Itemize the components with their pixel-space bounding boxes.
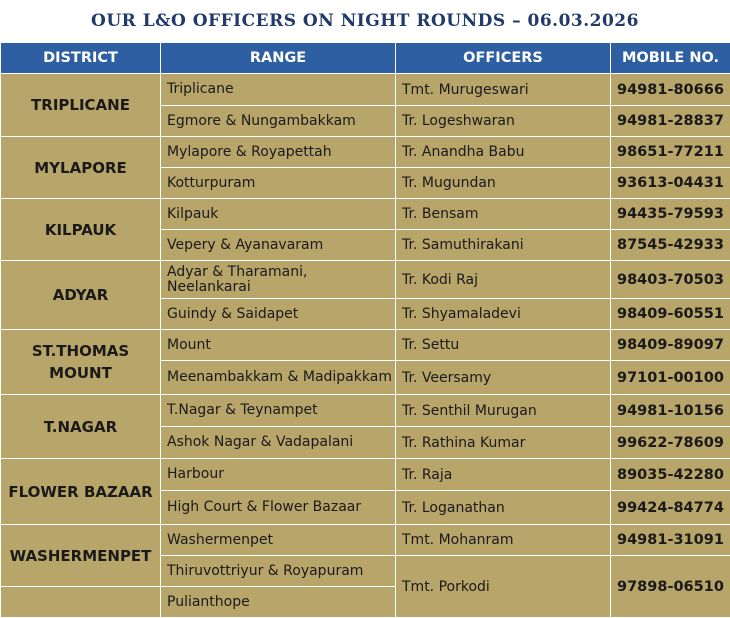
mobile-cell: 93613-04431: [611, 168, 730, 199]
mobile-cell: 94435-79593: [611, 199, 730, 230]
officer-cell: Tmt. Porkodi: [396, 556, 611, 618]
officer-cell: Tr. Senthil Murugan: [396, 395, 611, 427]
range-cell: Meenambakkam & Madipakkam: [161, 361, 396, 395]
range-cell: Mount: [161, 330, 396, 361]
district-cell: [1, 587, 161, 618]
header-mobile: MOBILE NO.: [611, 43, 730, 74]
range-cell: Vepery & Ayanavaram: [161, 230, 396, 261]
mobile-cell: 99622-78609: [611, 427, 730, 459]
officer-cell: Tr. Logeshwaran: [396, 106, 611, 137]
officer-cell: Tr. Samuthirakani: [396, 230, 611, 261]
officer-cell: Tr. Bensam: [396, 199, 611, 230]
range-cell: Triplicane: [161, 74, 396, 106]
mobile-cell: 94981-28837: [611, 106, 730, 137]
officer-cell: Tr. Anandha Babu: [396, 137, 611, 168]
table-row: [1, 137, 730, 168]
officer-cell: Tr. Rathina Kumar: [396, 427, 611, 459]
mobile-cell: 97898-06510: [611, 556, 730, 618]
officer-cell: Tmt. Mohanram: [396, 525, 611, 556]
table-row: [1, 459, 730, 491]
range-cell: Harbour: [161, 459, 396, 491]
district-cell: KILPAUK: [1, 199, 161, 261]
table-row: [1, 199, 730, 230]
range-cell: Ashok Nagar & Vadapalani: [161, 427, 396, 459]
range-cell: Mylapore & Royapettah: [161, 137, 396, 168]
header-officers: OFFICERS: [396, 43, 611, 74]
officer-cell: Tr. Settu: [396, 330, 611, 361]
range-cell: Thiruvottriyur & Royapuram: [161, 556, 396, 587]
mobile-cell: 87545-42933: [611, 230, 730, 261]
district-cell: WASHERMENPET: [1, 525, 161, 587]
officers-table: [0, 42, 730, 618]
district-cell: MYLAPORE: [1, 137, 161, 199]
range-cell: Guindy & Saidapet: [161, 299, 396, 330]
officer-cell: Tr. Raja: [396, 459, 611, 491]
table-row: [1, 395, 730, 427]
table-row: [1, 74, 730, 106]
range-cell: Kotturpuram: [161, 168, 396, 199]
officer-cell: Tr. Loganathan: [396, 491, 611, 525]
mobile-cell: 98409-60551: [611, 299, 730, 330]
range-cell: T.Nagar & Teynampet: [161, 395, 396, 427]
officer-cell: Tr. Shyamaladevi: [396, 299, 611, 330]
mobile-cell: 99424-84774: [611, 491, 730, 525]
range-cell: Washermenpet: [161, 525, 396, 556]
district-cell: ST.THOMAS MOUNT: [1, 330, 161, 395]
district-cell: FLOWER BAZAAR: [1, 459, 161, 525]
range-cell: Pulianthope: [161, 587, 396, 618]
table-row: [1, 330, 730, 361]
mobile-cell: 94981-10156: [611, 395, 730, 427]
range-cell: Egmore & Nungambakkam: [161, 106, 396, 137]
table-row: [1, 525, 730, 556]
range-cell: Kilpauk: [161, 199, 396, 230]
mobile-cell: 98409-89097: [611, 330, 730, 361]
officer-cell: Tr. Mugundan: [396, 168, 611, 199]
header-district: DISTRICT: [1, 43, 161, 74]
officer-cell: Tr. Veersamy: [396, 361, 611, 395]
officer-cell: Tr. Kodi Raj: [396, 261, 611, 299]
mobile-cell: 98403-70503: [611, 261, 730, 299]
header-range: RANGE: [161, 43, 396, 74]
mobile-cell: 94981-80666: [611, 74, 730, 106]
range-cell: Adyar & Tharamani, Neelankarai: [161, 261, 396, 299]
header-row: [1, 43, 730, 74]
district-cell: ADYAR: [1, 261, 161, 330]
officer-cell: Tmt. Murugeswari: [396, 74, 611, 106]
table-row: [1, 261, 730, 299]
mobile-cell: 97101-00100: [611, 361, 730, 395]
range-cell: High Court & Flower Bazaar: [161, 491, 396, 525]
mobile-cell: 89035-42280: [611, 459, 730, 491]
district-cell: T.NAGAR: [1, 395, 161, 459]
mobile-cell: 94981-31091: [611, 525, 730, 556]
district-cell: TRIPLICANE: [1, 74, 161, 137]
page-title: OUR L&O OFFICERS ON NIGHT ROUNDS – 06.03.2026: [0, 0, 730, 42]
mobile-cell: 98651-77211: [611, 137, 730, 168]
